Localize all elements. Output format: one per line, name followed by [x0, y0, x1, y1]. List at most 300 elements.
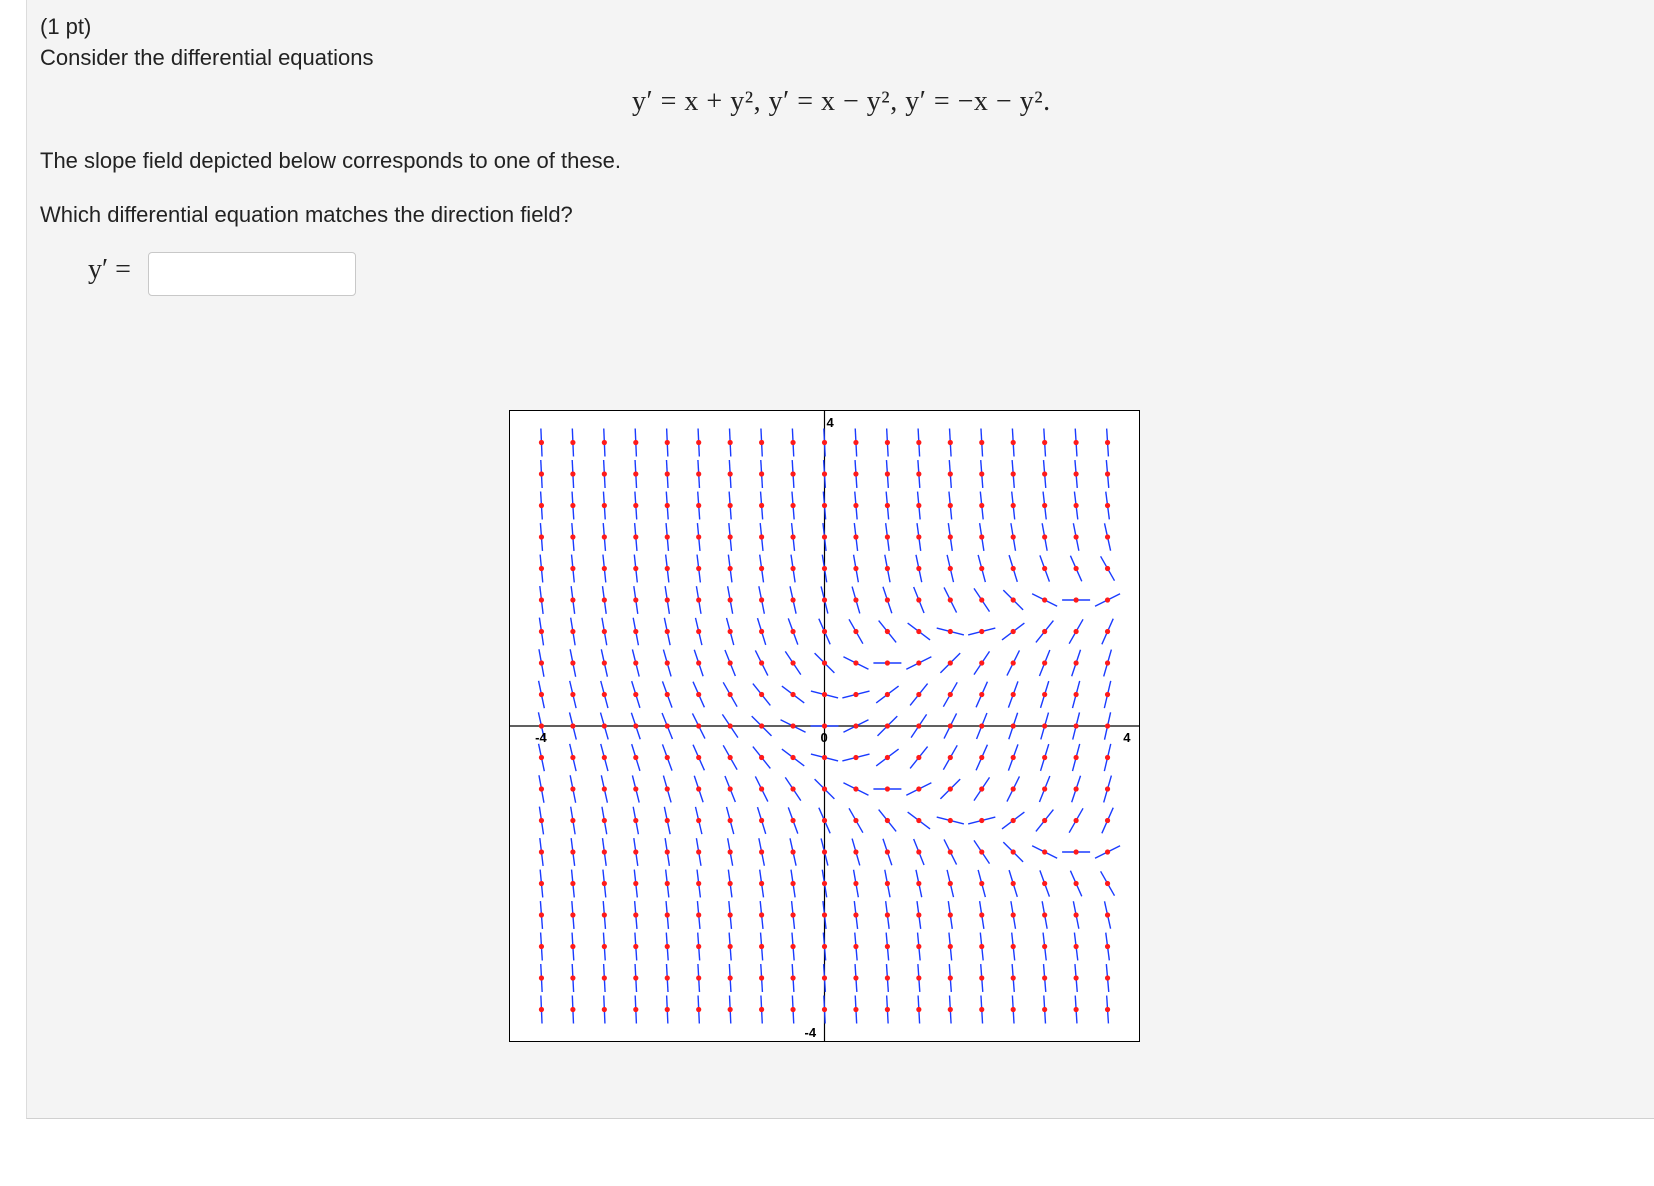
slope-point	[822, 660, 827, 665]
slope-point	[665, 1007, 670, 1012]
slope-point	[1042, 849, 1047, 854]
slope-point	[853, 440, 858, 445]
slope-point	[853, 755, 858, 760]
slope-point	[1074, 881, 1079, 886]
slope-point	[979, 849, 984, 854]
slope-point	[885, 723, 890, 728]
slope-point	[822, 597, 827, 602]
slope-point	[1042, 723, 1047, 728]
slope-point	[539, 881, 544, 886]
slope-point	[539, 503, 544, 508]
slope-point	[570, 440, 575, 445]
slope-point	[696, 849, 701, 854]
slope-point	[790, 566, 795, 571]
slope-point	[602, 944, 607, 949]
slope-point	[1011, 1007, 1016, 1012]
slope-point	[633, 503, 638, 508]
slope-point	[822, 755, 827, 760]
slope-point	[696, 723, 701, 728]
slope-point	[696, 1007, 701, 1012]
slope-point	[633, 566, 638, 571]
slope-point	[916, 944, 921, 949]
slope-point	[916, 597, 921, 602]
slope-point	[948, 566, 953, 571]
slope-point	[633, 723, 638, 728]
slope-point	[570, 566, 575, 571]
slope-point	[948, 1007, 953, 1012]
slope-point	[1105, 534, 1110, 539]
slope-point	[633, 975, 638, 980]
slope-point	[979, 692, 984, 697]
slope-point	[948, 849, 953, 854]
slope-point	[539, 534, 544, 539]
slope-point	[948, 503, 953, 508]
slope-point	[759, 534, 764, 539]
slope-point	[665, 849, 670, 854]
slope-point	[916, 912, 921, 917]
slope-point	[570, 534, 575, 539]
slope-point	[853, 723, 858, 728]
slope-point	[1011, 566, 1016, 571]
slope-point	[1105, 818, 1110, 823]
slope-point	[602, 597, 607, 602]
slope-point	[790, 440, 795, 445]
slope-point	[1011, 849, 1016, 854]
slope-point	[728, 597, 733, 602]
slope-point	[1074, 818, 1079, 823]
slope-point	[822, 818, 827, 823]
slope-point	[790, 1007, 795, 1012]
slope-point	[790, 692, 795, 697]
slope-point	[728, 975, 733, 980]
slope-point	[570, 692, 575, 697]
slope-point	[1105, 440, 1110, 445]
slope-point	[853, 881, 858, 886]
problem-intro: Consider the differential equations	[40, 45, 374, 70]
slope-point	[602, 975, 607, 980]
slope-point	[728, 1007, 733, 1012]
y-tick-label: -4	[804, 1025, 817, 1040]
slope-point	[696, 944, 701, 949]
slope-point	[759, 503, 764, 508]
slope-point	[539, 723, 544, 728]
slope-point	[696, 755, 701, 760]
slope-point	[948, 944, 953, 949]
slope-point	[1011, 975, 1016, 980]
slope-point	[979, 566, 984, 571]
slope-point	[759, 975, 764, 980]
slope-point	[759, 755, 764, 760]
slope-point	[979, 1007, 984, 1012]
slope-point	[885, 534, 890, 539]
slope-point	[790, 786, 795, 791]
slope-point	[633, 692, 638, 697]
slope-point	[633, 755, 638, 760]
slope-point	[885, 597, 890, 602]
slope-point	[853, 597, 858, 602]
slope-point	[633, 660, 638, 665]
slope-point	[1042, 597, 1047, 602]
slope-point	[570, 881, 575, 886]
slope-point	[885, 912, 890, 917]
slope-point	[790, 629, 795, 634]
slope-point	[1074, 629, 1079, 634]
slope-point	[539, 471, 544, 476]
slope-point	[539, 1007, 544, 1012]
slope-point	[948, 534, 953, 539]
slope-point	[1105, 849, 1110, 854]
slope-point	[916, 975, 921, 980]
slope-point	[948, 597, 953, 602]
slope-point	[633, 440, 638, 445]
slope-point	[602, 755, 607, 760]
slope-point	[1074, 944, 1079, 949]
slope-point	[539, 786, 544, 791]
slope-point	[665, 944, 670, 949]
slope-point	[759, 440, 764, 445]
slope-point	[916, 534, 921, 539]
slope-point	[1105, 944, 1110, 949]
slope-point	[1042, 440, 1047, 445]
slope-point	[539, 818, 544, 823]
slope-point	[696, 818, 701, 823]
slope-point	[570, 1007, 575, 1012]
y-tick-label: 4	[826, 415, 834, 430]
slope-point	[602, 534, 607, 539]
slope-point	[728, 912, 733, 917]
slope-point	[696, 692, 701, 697]
slope-point	[1105, 755, 1110, 760]
slope-point	[665, 534, 670, 539]
slope-point	[885, 975, 890, 980]
slope-point	[1042, 692, 1047, 697]
slope-point	[979, 503, 984, 508]
slope-point	[759, 566, 764, 571]
slope-point	[948, 471, 953, 476]
slope-point	[1074, 723, 1079, 728]
slope-point	[633, 597, 638, 602]
slope-point	[790, 818, 795, 823]
slope-point	[979, 471, 984, 476]
slope-point	[916, 503, 921, 508]
slope-point	[1074, 692, 1079, 697]
slope-point	[602, 881, 607, 886]
slope-point	[853, 503, 858, 508]
slope-point	[1074, 786, 1079, 791]
slope-point	[728, 755, 733, 760]
slope-point	[539, 566, 544, 571]
problem-question: Which differential equation matches the direction field?	[40, 202, 573, 227]
slope-point	[759, 723, 764, 728]
slope-point	[885, 881, 890, 886]
slope-point	[885, 944, 890, 949]
slope-point	[539, 597, 544, 602]
slope-point	[948, 755, 953, 760]
slope-point	[822, 944, 827, 949]
slope-point	[539, 660, 544, 665]
slope-point	[1011, 471, 1016, 476]
slope-point	[633, 629, 638, 634]
x-tick-label: 4	[1123, 730, 1131, 745]
slope-point	[948, 629, 953, 634]
slope-point	[570, 849, 575, 854]
slope-point	[602, 660, 607, 665]
slope-point	[1011, 692, 1016, 697]
slope-point	[665, 503, 670, 508]
slope-point	[1042, 629, 1047, 634]
slope-point	[979, 534, 984, 539]
slope-point	[1042, 566, 1047, 571]
slope-point	[1105, 660, 1110, 665]
slope-point	[916, 692, 921, 697]
slope-point	[1074, 597, 1079, 602]
slope-point	[1105, 912, 1110, 917]
slope-point	[570, 723, 575, 728]
slope-point	[790, 723, 795, 728]
slope-point	[759, 692, 764, 697]
slope-point	[885, 471, 890, 476]
slope-point	[853, 912, 858, 917]
slope-point	[728, 566, 733, 571]
slope-point	[539, 975, 544, 980]
slope-point	[822, 566, 827, 571]
slope-point	[916, 471, 921, 476]
slope-point	[1074, 755, 1079, 760]
slope-point	[728, 534, 733, 539]
slope-point	[1011, 944, 1016, 949]
slope-point	[853, 818, 858, 823]
slope-point	[539, 440, 544, 445]
slope-point	[822, 849, 827, 854]
slope-point	[948, 975, 953, 980]
slope-point	[1011, 629, 1016, 634]
slope-point	[916, 440, 921, 445]
slope-point	[665, 440, 670, 445]
slope-point	[633, 849, 638, 854]
slope-point	[633, 534, 638, 539]
slope-point	[822, 912, 827, 917]
slope-point	[696, 534, 701, 539]
answer-input[interactable]	[148, 252, 356, 296]
slope-point	[1042, 755, 1047, 760]
slope-point	[570, 660, 575, 665]
slope-point	[665, 629, 670, 634]
slope-point	[539, 849, 544, 854]
slope-point	[539, 944, 544, 949]
slope-point	[790, 534, 795, 539]
slope-point	[1011, 660, 1016, 665]
slope-point	[1042, 881, 1047, 886]
slope-point	[1074, 534, 1079, 539]
slope-point	[916, 566, 921, 571]
slope-point	[633, 471, 638, 476]
slope-point	[696, 440, 701, 445]
slope-point	[1011, 597, 1016, 602]
slope-point	[728, 881, 733, 886]
slope-point	[916, 818, 921, 823]
slope-point	[1074, 471, 1079, 476]
slope-point	[728, 723, 733, 728]
slope-point	[1105, 881, 1110, 886]
slope-point	[1105, 566, 1110, 571]
slope-point	[885, 818, 890, 823]
slope-point	[885, 629, 890, 634]
slope-point	[633, 912, 638, 917]
slope-point	[790, 503, 795, 508]
slope-point	[665, 975, 670, 980]
slope-point	[853, 1007, 858, 1012]
slope-point	[696, 597, 701, 602]
slope-point	[885, 786, 890, 791]
slope-point	[570, 818, 575, 823]
slope-point	[696, 503, 701, 508]
slope-point	[979, 912, 984, 917]
slope-point	[853, 975, 858, 980]
slope-point	[790, 912, 795, 917]
slope-point	[948, 818, 953, 823]
slope-point	[1042, 786, 1047, 791]
slope-point	[633, 881, 638, 886]
slope-point	[728, 503, 733, 508]
slope-point	[1105, 723, 1110, 728]
slope-point	[1011, 818, 1016, 823]
slope-point	[602, 912, 607, 917]
slope-point	[979, 660, 984, 665]
slope-point	[979, 440, 984, 445]
slope-point	[948, 786, 953, 791]
slope-field-svg	[510, 411, 1139, 1041]
slope-point	[916, 629, 921, 634]
slope-point	[822, 471, 827, 476]
slope-point	[1042, 912, 1047, 917]
slope-point	[602, 849, 607, 854]
slope-point	[790, 975, 795, 980]
slope-point	[1105, 1007, 1110, 1012]
origin-label: 0	[820, 730, 828, 745]
slope-point	[1105, 692, 1110, 697]
slope-point	[1105, 975, 1110, 980]
slope-point	[979, 881, 984, 886]
slope-point	[1074, 440, 1079, 445]
slope-point	[948, 660, 953, 665]
slope-point	[1042, 944, 1047, 949]
slope-point	[885, 440, 890, 445]
slope-point	[728, 944, 733, 949]
slope-point	[853, 629, 858, 634]
slope-point	[822, 786, 827, 791]
slope-point	[1105, 597, 1110, 602]
slope-point	[696, 881, 701, 886]
slope-point	[948, 692, 953, 697]
slope-point	[885, 1007, 890, 1012]
slope-point	[1011, 534, 1016, 539]
slope-point	[1042, 1007, 1047, 1012]
slope-point	[822, 629, 827, 634]
slope-point	[1042, 471, 1047, 476]
slope-point	[728, 440, 733, 445]
slope-point	[602, 440, 607, 445]
slope-point	[853, 471, 858, 476]
slope-point	[696, 629, 701, 634]
slope-point	[759, 849, 764, 854]
slope-point	[853, 660, 858, 665]
slope-point	[853, 944, 858, 949]
slope-point	[570, 944, 575, 949]
slope-point	[759, 944, 764, 949]
slope-point	[728, 629, 733, 634]
equations-display: y′ = x + y², y′ = x − y², y′ = −x − y².	[632, 86, 1051, 117]
slope-point	[728, 786, 733, 791]
slope-point	[1011, 786, 1016, 791]
slope-point	[790, 471, 795, 476]
slope-point	[602, 629, 607, 634]
slope-point	[539, 755, 544, 760]
slope-point	[759, 881, 764, 886]
slope-point	[1074, 849, 1079, 854]
slope-point	[1011, 503, 1016, 508]
slope-point	[916, 755, 921, 760]
slope-point	[602, 503, 607, 508]
slope-point	[885, 692, 890, 697]
slope-point	[1011, 881, 1016, 886]
slope-point	[979, 755, 984, 760]
slope-point	[790, 660, 795, 665]
slope-point	[1074, 566, 1079, 571]
slope-point	[885, 503, 890, 508]
answer-label: y′ =	[88, 254, 131, 285]
slope-point	[885, 566, 890, 571]
slope-point	[1074, 660, 1079, 665]
slope-point	[822, 440, 827, 445]
slope-point	[948, 881, 953, 886]
slope-point	[665, 912, 670, 917]
slope-point	[602, 1007, 607, 1012]
slope-point	[790, 944, 795, 949]
slope-point	[790, 755, 795, 760]
slope-point	[759, 471, 764, 476]
slope-point	[885, 660, 890, 665]
slope-point	[665, 723, 670, 728]
slope-point	[728, 471, 733, 476]
slope-point	[602, 692, 607, 697]
slope-point	[633, 786, 638, 791]
slope-point	[1042, 818, 1047, 823]
slope-point	[633, 818, 638, 823]
slope-point	[665, 597, 670, 602]
slope-point	[759, 629, 764, 634]
slope-point	[665, 471, 670, 476]
slope-point	[539, 692, 544, 697]
slope-point	[1011, 723, 1016, 728]
slope-point	[1011, 912, 1016, 917]
slope-point	[1074, 1007, 1079, 1012]
slope-point	[853, 786, 858, 791]
slope-point	[948, 723, 953, 728]
slope-point	[916, 660, 921, 665]
slope-point	[602, 723, 607, 728]
problem-note: The slope field depicted below corresponds to one of these.	[40, 148, 621, 173]
slope-point	[853, 692, 858, 697]
slope-point	[1105, 786, 1110, 791]
slope-point	[570, 503, 575, 508]
slope-point	[1011, 755, 1016, 760]
slope-point	[696, 786, 701, 791]
slope-point	[570, 755, 575, 760]
slope-point	[570, 975, 575, 980]
slope-point	[570, 597, 575, 602]
slope-point	[728, 660, 733, 665]
slope-point	[539, 629, 544, 634]
